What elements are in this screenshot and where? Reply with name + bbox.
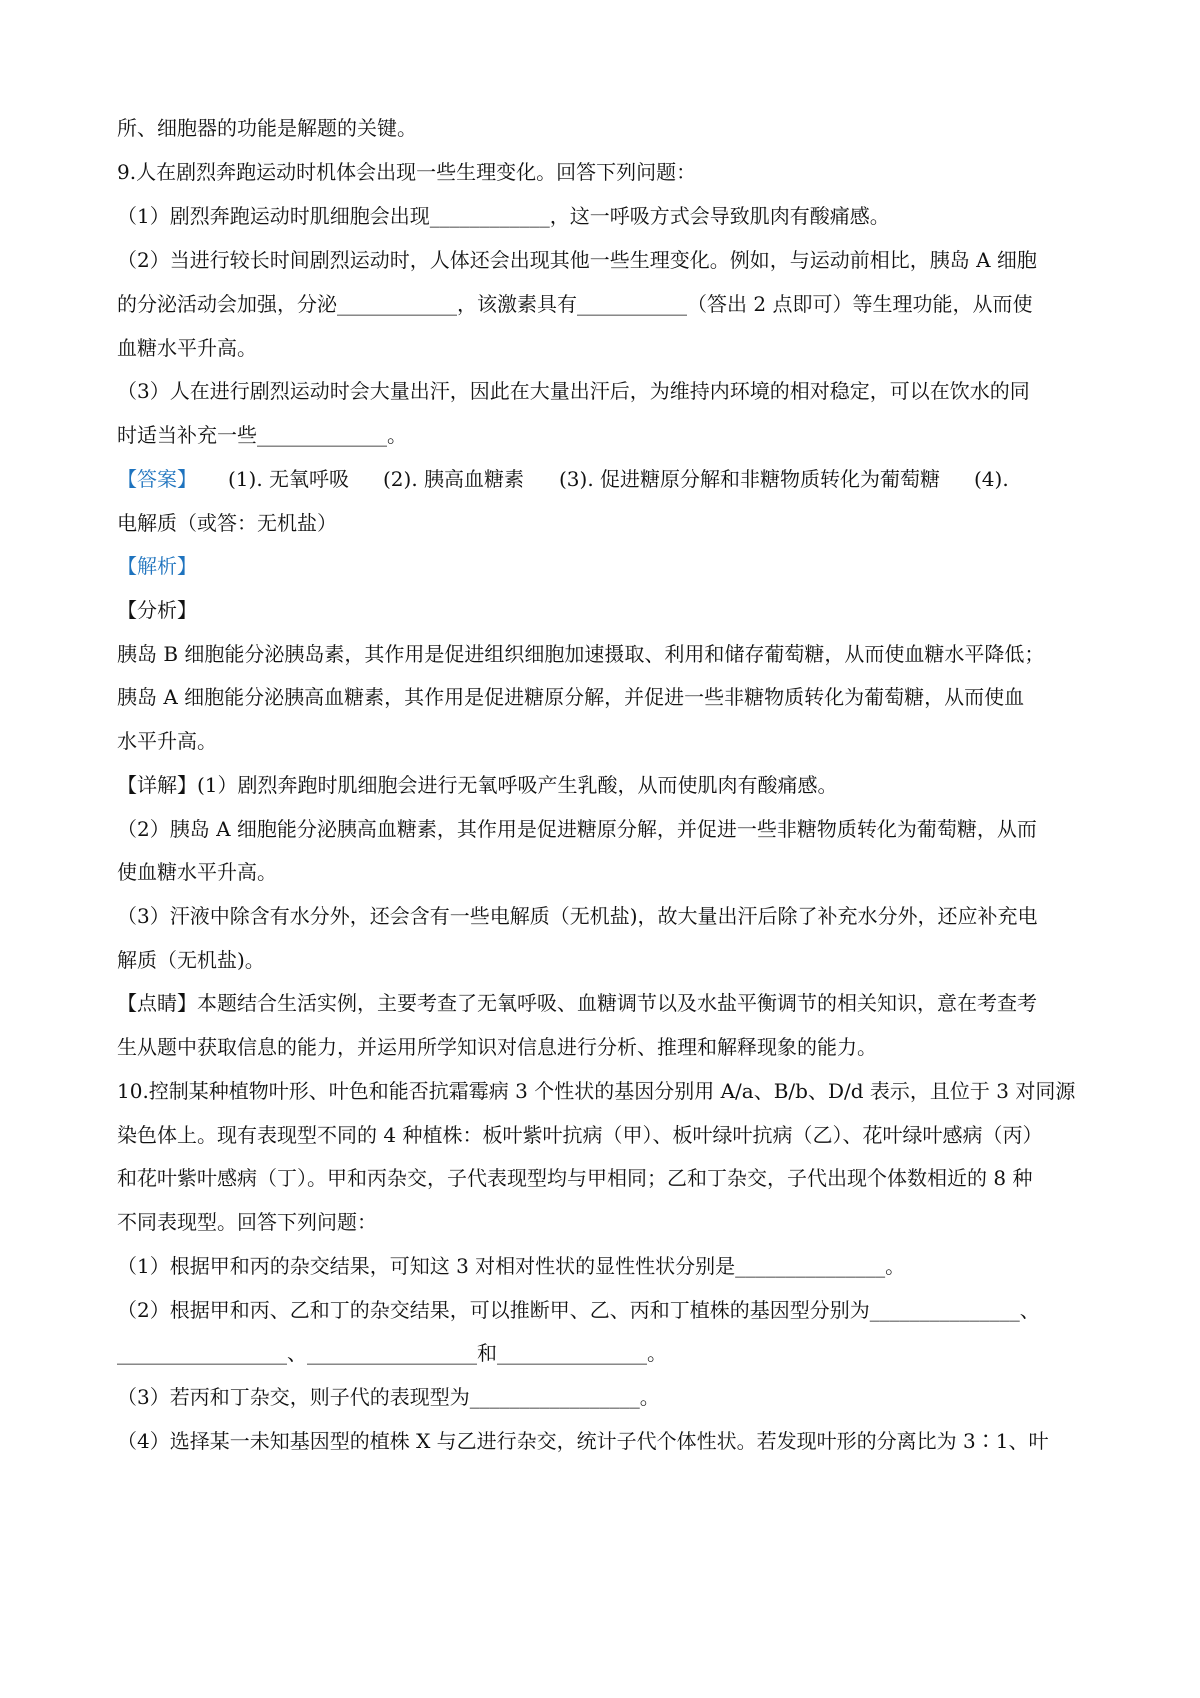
answer-item-3: (3). 促进糖原分解和非糖物质转化为葡萄糖	[559, 467, 941, 491]
question-9-stem: 9.人在剧烈奔跑运动时机体会出现一些生理变化。回答下列问题：	[117, 160, 697, 184]
question-9-part-2: （2）当进行较长时间剧烈运动时，人体还会出现其他一些生理变化。例如，与运动前相比，胰岛 A 细胞	[117, 248, 1037, 272]
question-10-part-1: （1）根据甲和丙的杂交结果，可知这 3 对相对性状的显性性状分别是_______________。	[117, 1254, 906, 1278]
question-10-stem: 不同表现型。回答下列问题：	[117, 1210, 377, 1234]
detail-line: （3）汗液中除含有水分外，还会含有一些电解质（无机盐)，故大量出汗后除了补充水分外，还应补充电	[117, 904, 1038, 928]
detail-line: 解质（无机盐)。	[117, 948, 265, 972]
analysis-tag: 【解析】	[117, 554, 197, 578]
answer-tag: 【答案】	[117, 467, 197, 491]
question-9-part-3: （3）人在进行剧烈运动时会大量出汗，因此在大量出汗后，为维持内环境的相对稳定，可以在饮水的同	[117, 379, 1030, 403]
question-10-part-3: （3）若丙和丁杂交，则子代的表现型为_________________。	[117, 1385, 660, 1409]
text-line: 所、细胞器的功能是解题的关键。	[117, 116, 417, 140]
answer-item-4: (4).	[974, 467, 1009, 491]
question-10-stem: 和花叶紫叶感病（丁）。甲和丙杂交，子代表现型均与甲相同；乙和丁杂交，子代出现个体数相近的 8 种	[117, 1166, 1033, 1190]
question-10-part-2: （2）根据甲和丙、乙和丁的杂交结果，可以推断甲、乙、丙和丁植株的基因型分别为_______________、	[117, 1298, 1040, 1322]
fenxi-tag: 【分析】	[117, 598, 197, 622]
question-10-part-2-cont: _________________、_________________和_______________。	[117, 1341, 667, 1365]
comment-line: 【点睛】本题结合生活实例，主要考查了无氧呼吸、血糖调节以及水盐平衡调节的相关知识，意在考查考	[117, 991, 1037, 1015]
comment-line: 生从题中获取信息的能力，并运用所学知识对信息进行分析、推理和解释现象的能力。	[117, 1035, 877, 1059]
answer-item-1: (1). 无氧呼吸	[228, 467, 350, 491]
answer-item-2: (2). 胰高血糖素	[383, 467, 525, 491]
question-9-part-1: （1）剧烈奔跑运动时肌细胞会出现____________，这一呼吸方式会导致肌肉有酸痛感。	[117, 204, 890, 228]
detail-line: （2）胰岛 A 细胞能分泌胰高血糖素，其作用是促进糖原分解，并促进一些非糖物质转化为葡萄糖，从而	[117, 817, 1037, 841]
question-10-stem: 10.控制某种植物叶形、叶色和能否抗霜霉病 3 个性状的基因分别用 A/a、B/b、D/d 表示，且位于 3 对同源	[117, 1079, 1076, 1103]
detail-line: 【详解】(1）剧烈奔跑时肌细胞会进行无氧呼吸产生乳酸，从而使肌肉有酸痛感。	[117, 773, 838, 797]
detail-line: 使血糖水平升高。	[117, 860, 277, 884]
analysis-line: 水平升高。	[117, 729, 217, 753]
question-9-part-2-end: 血糖水平升高。	[117, 336, 257, 360]
analysis-line: 胰岛 B 细胞能分泌胰岛素，其作用是促进组织细胞加速摄取、利用和储存葡萄糖，从而使血糖水平降低；	[117, 642, 1045, 666]
question-10-part-4: （4）选择某一未知基因型的植株 X 与乙进行杂交，统计子代个体性状。若发现叶形的分离比为 3∶1、叶	[117, 1429, 1049, 1453]
answer-continuation: 电解质（或答：无机盐）	[117, 511, 337, 535]
question-9-part-3-cont: 时适当补充一些_____________。	[117, 423, 407, 447]
question-9-part-2-cont: 的分泌活动会加强，分泌____________，该激素具有___________（答出 2 点即可）等生理功能，从而使	[117, 292, 1033, 316]
analysis-line: 胰岛 A 细胞能分泌胰高血糖素，其作用是促进糖原分解，并促进一些非糖物质转化为葡萄糖，从而使血	[117, 685, 1025, 709]
question-10-stem: 染色体上。现有表现型不同的 4 种植株：板叶紫叶抗病（甲）、板叶绿叶抗病（乙）、花叶绿叶感病（丙）	[117, 1123, 1043, 1147]
